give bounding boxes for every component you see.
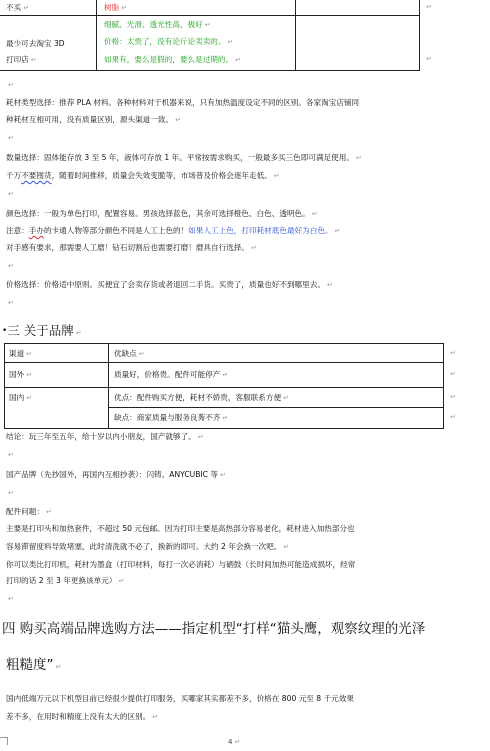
top-table-text: 细腻、光滑、透光性高、极好 ↵ [104, 20, 211, 29]
paragraph-text: 千万不要囤货，随着时间推移，质量会失效变脆等，市场普及价格会逐年走低。 ↵ [6, 171, 280, 180]
brand-table-text: 缺点：商家质量与服务良莠不齐 ↵ [114, 413, 229, 422]
paragraph-mark: ↵ [8, 489, 14, 497]
paragraph-mark: ↵ [8, 451, 14, 459]
section-4-heading: 四 购买高端品牌选购方法——指定机型“打样“猫头鹰，观察纹理的光泽 [2, 621, 426, 637]
brand-table-text: 优点：配件购买方便，耗材不娇贵，客服联系方便 ↵ [114, 393, 289, 402]
brand-table-text: 优缺点 ↵ [114, 349, 145, 358]
top-table-text: 价格：太贵了，没有论斤论卖卖的。 ↵ [104, 37, 234, 46]
paragraph-text: 主要是打印头和加热套件，不超过 50 元包邮。因为打印主要是高热部分容易老化，耗材进入加热部分也 [6, 524, 355, 533]
paragraph-text: 价格选择：价格适中原则。买便宜了会卖存货或者退回二手货。买贵了，质量也好不到哪里去。 ↵ [6, 280, 333, 289]
top-table-text: 打印店 ↵ [6, 55, 37, 64]
paragraph-mark: ↵ [426, 3, 432, 11]
paragraph-mark: ↵ [8, 262, 14, 270]
top-table-text: 最少可去淘宝 3D [6, 39, 65, 48]
paragraph-mark: ↵ [450, 413, 456, 421]
paragraph-text: 对手感有要求，那需要人工磨！钻石切割后也需要打磨！磨具自行选择。 ↵ [6, 243, 257, 252]
page-number: 4 ↵ [228, 738, 241, 746]
paragraph-text: 注意：手办的卡通人物等部分颜色不同是人工上色的！如果人工上色，打印耗材底色最好为白色。 ↵ [6, 226, 341, 235]
paragraph-text: 国内低端万元以下机型目前已经很少提供打印服务，买哪家其实都差不多，价格在 800 元至 8 千元效果 [6, 694, 354, 703]
brand-table-text: 国内 ↵ [9, 393, 33, 402]
paragraph-mark: ↵ [8, 299, 14, 307]
brands-text: 国产品牌（先抄国外，再国内互相抄袭）：闪铸、ANYCUBIC 等 ↵ [6, 470, 226, 479]
paragraph-mark: ↵ [450, 349, 456, 357]
conclusion-text: 结论：玩三年至五年，给十岁以内小朋友，国产就够了。 ↵ [6, 432, 204, 441]
paragraph-mark: ↵ [8, 595, 14, 603]
page-corner-mark [0, 737, 8, 745]
top-table-cell-r1c3 [295, 0, 420, 16]
paragraph-text: 种耗材互相可用，没有质量区别，源头渠道一致。 ↵ [6, 115, 181, 124]
paragraph-mark: ↵ [426, 55, 432, 63]
brand-table-text: 国外 ↵ [9, 370, 33, 379]
paragraph-mark: ↵ [450, 393, 456, 401]
paragraph-text: 颜色选择：一般为单色打印，配置容易。男孩选择蓝色，其余可选择橙色、白色、透明色。 ↵ [6, 209, 318, 218]
paragraph-mark: ↵ [8, 81, 14, 89]
paragraph-mark: ↵ [8, 134, 14, 142]
paragraph-mark: ↵ [450, 370, 456, 378]
section-3-heading: •三 关于品牌 ↵ [2, 323, 82, 338]
paragraph-text: 打印的话 2 至 3 年更换该单元） ↵ [6, 576, 125, 585]
top-table-text: 不买 ↵ [6, 3, 30, 12]
section-4-heading-cont: 粗糙度” ↵ [6, 657, 62, 673]
parts-title: 配件问题： ↵ [6, 507, 52, 516]
paragraph-mark: ↵ [8, 190, 14, 198]
brand-table-text: 质量好，价格贵。配件可能停产 ↵ [114, 370, 229, 379]
paragraph-text: 容易滞留度料导致堵塞，此时清洗就不必了，换新的即可。大约 2 年会换一次吧。 ↵ [6, 542, 290, 551]
paragraph-text: 数量选择：固体能存放 3 至 5 年，液体可存放 1 年。平常按需求购买，一般最多买三色即可满足使用。 ↵ [6, 153, 362, 162]
top-table-cell-r2c3 [295, 15, 420, 71]
brand-table-header-pros-cons [108, 343, 444, 363]
top-table-text: 如果有，要么是假的，要么是过期的。 ↵ [104, 55, 241, 64]
top-table-text: 树脂 ↵ [104, 3, 128, 12]
paragraph-text: 你可以类比打印机，耗材为墨盒（打印材料，每打一次必消耗）与硒鼓（长时间加热可能造成损坏，经常 [6, 560, 356, 569]
brand-table-text: 渠道 ↵ [9, 349, 33, 358]
paragraph-text: 耗材类型选择：推荐 PLA 材料。各种材料对于机器来说，只有加热温度设定不同的区别。各家淘宝店铺同 [6, 98, 360, 107]
paragraph-text: 差不多，在用时和精度上没有太大的区别。 ↵ [6, 712, 159, 721]
